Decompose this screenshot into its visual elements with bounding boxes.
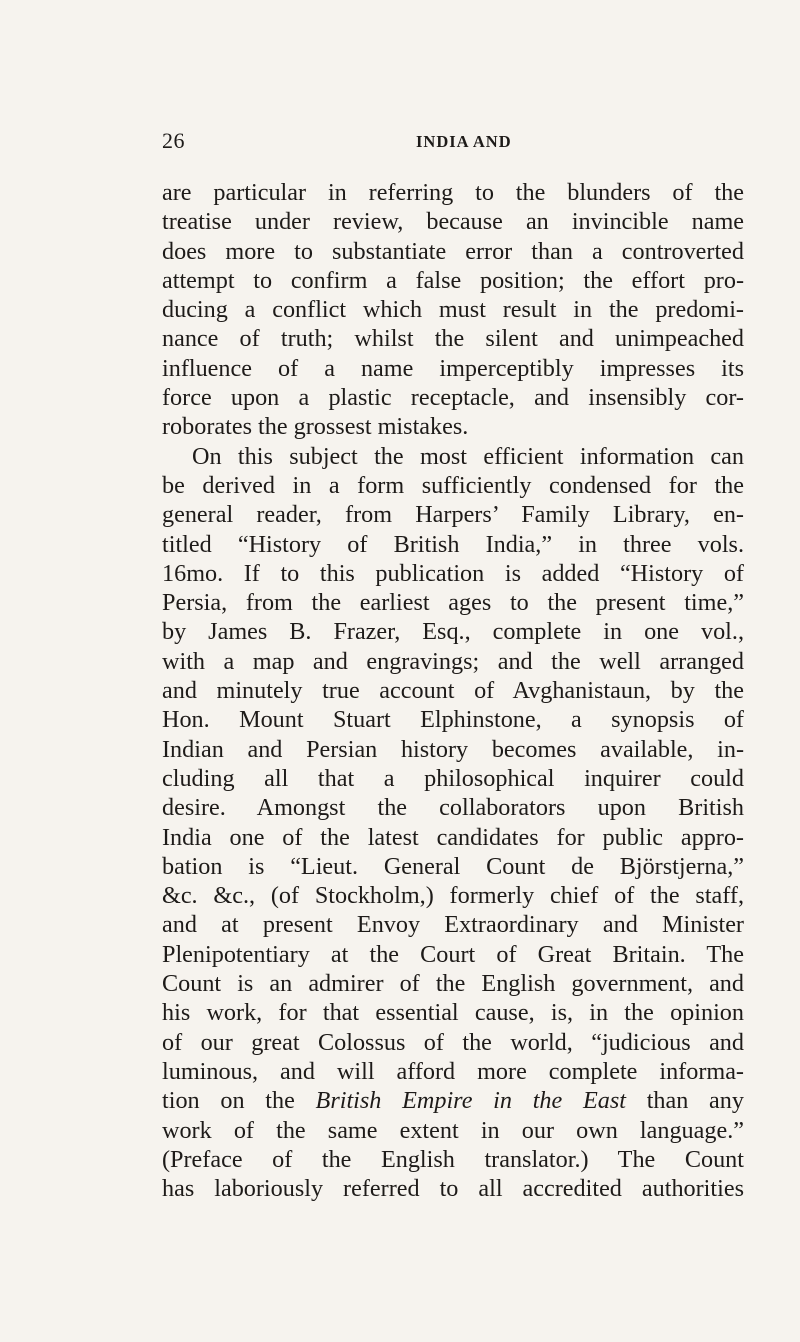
- text-line: Persia, from the earliest ages to the present time,”: [162, 589, 744, 617]
- text-line: his work, for that essential cause, is, in the opinion: [162, 999, 744, 1027]
- text-line: influence of a name imperceptibly impresses its: [162, 354, 744, 382]
- text-line: does more to substantiate error than a controverted: [162, 237, 744, 265]
- text-line: Count is an admirer of the English government, and: [162, 970, 744, 998]
- text-line: and at present Envoy Extraordinary and Minister: [162, 911, 744, 939]
- text-line: and minutely true account of Avghanistaun, by the: [162, 677, 744, 705]
- text-line: Plenipotentiary at the Court of Great Britain. The: [162, 940, 744, 968]
- text-line: luminous, and will afford more complete informa-: [162, 1057, 744, 1085]
- text-line: [162, 1086, 744, 1115]
- text-line: Indian and Persian history becomes available, in-: [162, 735, 744, 763]
- text-line: &c. &c., (of Stockholm,) formerly chief of the staff,: [162, 882, 744, 910]
- text-line: with a map and engravings; and the well arranged: [162, 647, 744, 675]
- text-line: treatise under review, because an invincible name: [162, 208, 744, 236]
- text-line: roborates the grossest mistakes.: [162, 413, 469, 441]
- text-line: ducing a conflict which must result in the predomi-: [162, 296, 744, 324]
- text-line: by James B. Frazer, Esq., complete in one vol.,: [162, 618, 744, 646]
- running-head: INDIA AND: [416, 132, 512, 151]
- text-line: 16mo. If to this publication is added “History of: [162, 559, 744, 587]
- text-line: has laboriously referred to all accredited authorities: [162, 1175, 744, 1203]
- text-line: Hon. Mount Stuart Elphinstone, a synopsis of: [162, 706, 744, 734]
- text-segment: than any: [625, 1087, 744, 1115]
- page-number: 26: [162, 128, 185, 153]
- text-line: titled “History of British India,” in three vols.: [162, 530, 744, 558]
- text-line: be derived in a form sufficiently condensed for the: [162, 471, 744, 499]
- text-line: bation is “Lieut. General Count de Björstjerna,”: [162, 852, 744, 880]
- text-line: attempt to confirm a false position; the effort pro-: [162, 266, 744, 294]
- text-line: force upon a plastic receptacle, and insensibly cor-: [162, 384, 744, 412]
- text-line: general reader, from Harpers’ Family Library, en-: [162, 501, 744, 529]
- text-line: work of the same extent in our own language.”: [162, 1116, 744, 1144]
- text-line: India one of the latest candidates for public appro-: [162, 823, 744, 851]
- text-line: cluding all that a philosophical inquirer could: [162, 764, 744, 792]
- text-segment: tion on the: [162, 1087, 316, 1115]
- page-header: [162, 128, 752, 160]
- text-line: of our great Colossus of the world, “judicious and: [162, 1028, 744, 1056]
- text-line: (Preface of the English translator.) The Count: [162, 1145, 744, 1173]
- text-line: desire. Amongst the collaborators upon British: [162, 794, 744, 822]
- text-line: On this subject the most efficient information can: [192, 442, 744, 470]
- body-text: [162, 178, 744, 1203]
- italic-title: British Empire in the East: [315, 1087, 626, 1115]
- text-line: are particular in referring to the blunders of the: [162, 179, 744, 206]
- text-line: nance of truth; whilst the silent and unimpeached: [162, 325, 744, 353]
